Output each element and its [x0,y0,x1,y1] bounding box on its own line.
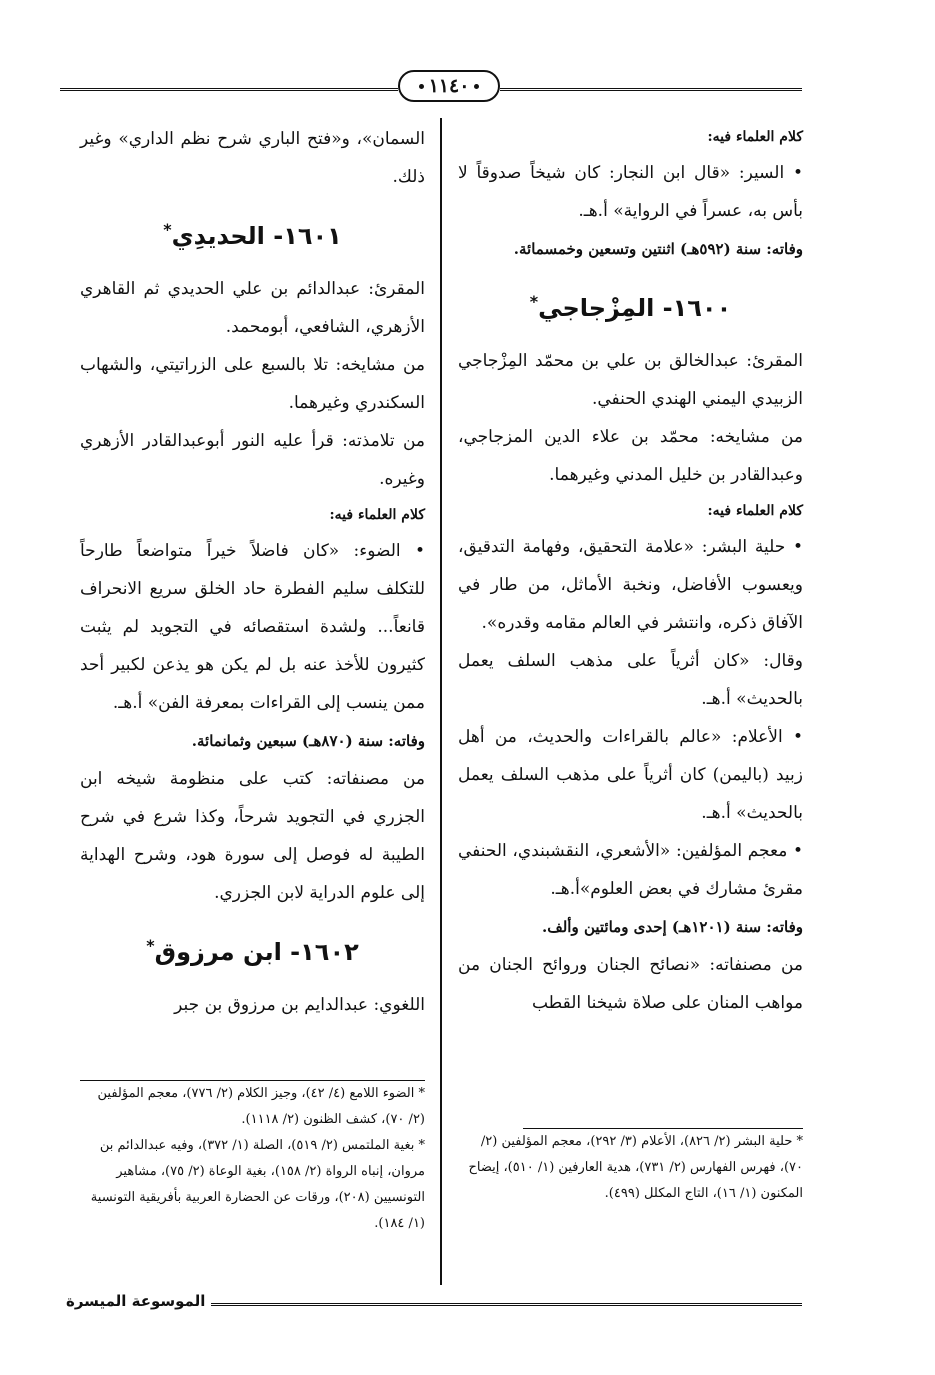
muqri-1601: المقرئ: عبدالدائم بن علي الحديدي ثم القاهري الأزهري، الشافعي، أبومحمد. [80,279,425,337]
column-divider [440,118,442,1285]
teachers-1601: من مشايخه: تلا بالسبع على الزراتيتي، والشهاب السكندري وغيرهما. [80,355,425,413]
dot-icon [419,84,424,89]
hilya-quote: • حلية البشر: «علامة التحقيق، وفهامة التدقيق، ويعسوب الأفاضل، ونخبة الأماثل، من طار في الآفاق ذكره، وانتشر في العالم مقامه وقدره». [458,537,803,633]
students-1601: من تلامذته: قرأ عليه النور أبوعبدالقادر الأزهري وغيره. [80,431,425,489]
header-rule-left [60,88,398,91]
muqri-1600: المقرئ: عبدالخالق بن علي بن محمّد المِزْجاجي الزبيدي اليمني الهندي الحنفي. [458,351,803,409]
page-number: ١١٤٠ [428,75,470,97]
siyar-quote: • السير: «قال ابن النجار: كان شيخاً صدوقاً لا بأس به، عسراً في الرواية» أ.هـ. [458,163,803,221]
qal-quote: وقال: «كان أثرياً على مذهب السلف يعمل بالحديث» أ.هـ. [458,651,803,709]
header-rule-right [500,88,802,91]
opinions-label: كلام العلماء فيه: [329,507,425,523]
death-note: وفاته: سنة (٥٩٢هـ) اثنتين وتسعين وخمسمائة. [513,240,803,258]
continuation-text: السمان»، و«فتح الباري شرح نظم الداري» وغير ذلك. [80,129,425,187]
page-number-badge [398,70,500,102]
lughawi-1602: اللغوي: عبدالدايم بن مرزوق بن جبر [174,995,425,1015]
opinions-label: كلام العلماء فيه: [707,129,803,145]
right-column [458,120,803,1022]
entry-heading-1602: ١٦٠٢- ابن مرزوق* [146,936,359,966]
footnote: * الضوء اللامع (٤/ ٤٢)، وجيز الكلام (٢/ ٧٧٦)، معجم المؤلفين (٢/ ٧٠)، كشف الظنون (٢/ ١١١٨). [97,1086,425,1127]
footnote: * حلية البشر (٢/ ٨٢٦)، الأعلام (٣/ ٢٩٢)، معجم المؤلفين (٢/ ٧٠)، فهرس الفهارس (٢/ ٧٣١)، هدية العارفين (١/ ٥١٠)، إيضاح المكنون (١/ ١٦)، التاج المكلل (٤٩٩). [468,1134,803,1201]
opinions-label: كلام العلماء فيه: [707,503,803,519]
works-1601: من مصنفاته: كتب على منظومة شيخه ابن الجزري في التجويد شرحاً، وكذا شرع في شرح الطيبة له فوصل إلى سورة هود، وشرح الهداية إلى علوم الدراية لابن الجزري. [80,769,425,903]
footer-title: الموسوعة الميسرة [60,1292,211,1310]
death-note: وفاته: سنة (١٢٠١هـ) إحدى ومائتين وألف. [541,918,803,936]
footnote: * بغية الملتمس (٢/ ٥١٩)، الصلة (١/ ٣٧٢)، وفيه عبدالدائم بن مروان، إنباه الرواة (٢/ ١٥٨)، بغية الوعاة (٢/ ٧٥)، مشاهير التونسيين (٢٠٨)، ورقات عن الحضارة العربية بأفريقية التونسية (١/ ١٨٤). [90,1138,425,1231]
daw-quote: • الضوء: «كان فاضلاً خيراً متواضعاً طارحاً للتكلف سليم الفطرة حاد الخلق سريع الانحراف قانعاً... ولشدة استقصائه في التجويد لم يثبت كثيرون للأخذ عنه بل لم يكن هو يذعن لكبير أحد ممن ينسب إلى القراءات بمعرفة الفن» أ.هـ. [80,541,425,713]
left-footnotes [80,1080,425,1237]
left-column [80,120,425,1024]
teachers-1600: من مشايخه: محمّد بن علاء الدين المزجاجي، وعبدالقادر بن خليل المدني وغيرهما. [458,427,803,485]
right-footnotes [458,1128,803,1207]
mujam-quote: • معجم المؤلفين: «الأشعري، النقشبندي، الحنفي مقرئ مشارك في بعض العلوم»أ.هـ. [458,841,803,899]
death-note: وفاته: سنة (٨٧٠هـ) سبعين وثمانمائة. [191,732,425,750]
entry-heading-1601: ١٦٠١- الحديدِي* [163,220,342,250]
works-1600: من مصنفاته: «نصائح الجنان وروائح الجنان من مواهب المنان على صلاة شيخنا القطب [458,955,803,1013]
entry-heading-1600: ١٦٠٠- المِزْجاجي* [529,292,732,322]
dot-icon [474,84,479,89]
alam-quote: • الأعلام: «عالم بالقراءات والحديث، من أهل زبيد (باليمن) كان أثرياً على مذهب السلف يعمل بالحديث» أ.هـ. [458,727,803,823]
